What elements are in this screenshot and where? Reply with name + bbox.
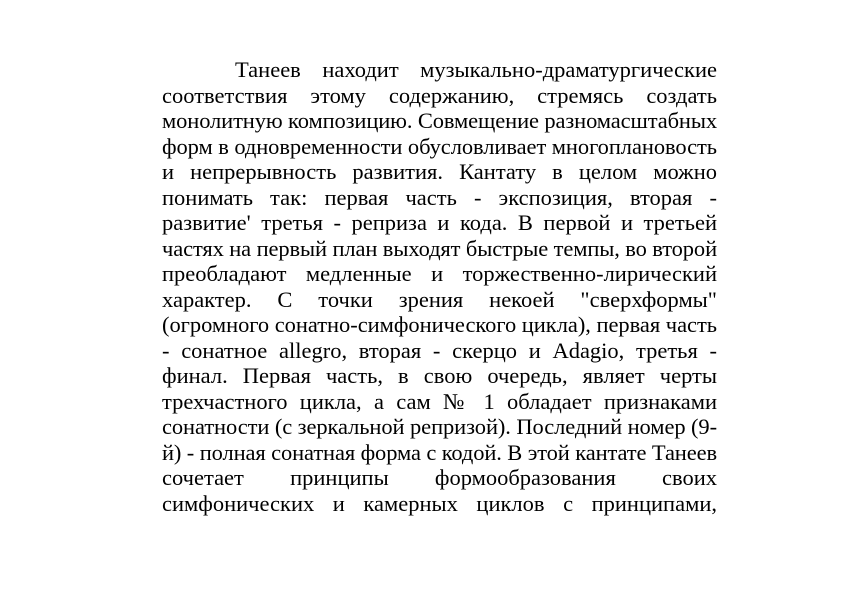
paragraph bbox=[162, 57, 717, 516]
text-line: финал. Первая часть, в свою очередь, являет черты bbox=[162, 363, 717, 388]
text-line: преобладают медленные и торжественно-лирический bbox=[162, 261, 717, 286]
text-line: - сонатное allegro, вторая - скерцо и Adagio, третья - bbox=[162, 337, 717, 363]
text-line: (огромного сонатно-симфонического цикла), первая часть bbox=[162, 312, 717, 337]
text-line: сочетает принципы формообразования своих bbox=[162, 465, 717, 490]
text-line: Танеев находит музыкально-драматургические bbox=[235, 57, 717, 82]
text-line: трехчастного цикла, а сам № 1 обладает признаками bbox=[162, 388, 717, 414]
text-line: симфонических и камерных циклов с принципами, bbox=[162, 490, 717, 516]
text-line: й) - полная сонатная форма с кодой. В этой кантате Танеев bbox=[162, 439, 717, 465]
text-line: сонатности (с зеркальной репризой). Последний номер (9- bbox=[162, 414, 717, 439]
text-line: и непрерывность развития. Кантату в целом можно bbox=[162, 159, 717, 184]
text-line: частях на первый план выходят быстрые темпы, во второй bbox=[162, 235, 717, 261]
text-line: понимать так: первая часть - экспозиция, вторая - bbox=[162, 184, 717, 210]
text-line: развитие' третья - реприза и кода. В первой и третьей bbox=[162, 210, 717, 235]
text-line: соответствия этому содержанию, стремясь создать bbox=[162, 82, 717, 108]
text-line: форм в одновременности обусловливает многоплановость bbox=[162, 133, 717, 159]
text-line: характер. С точки зрения некоей "сверхформы" bbox=[162, 286, 717, 312]
text-line: монолитную композицию. Совмещение разномасштабных bbox=[162, 108, 717, 133]
